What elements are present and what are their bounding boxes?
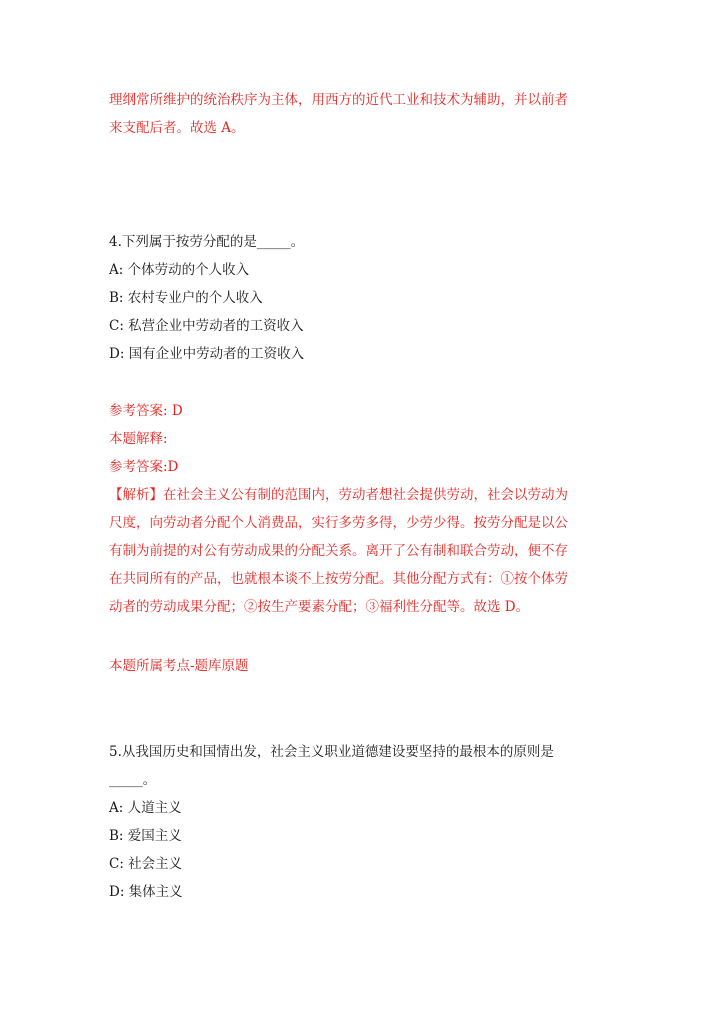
question-4-option-a: A: 个体劳动的个人收入: [109, 262, 250, 278]
explanation-line: 理纲常所维护的统治秩序为主体，用西方的近代工业和技术为辅助，并以前者: [109, 92, 568, 108]
question-5-stem-continued: _____。: [109, 772, 157, 788]
question-5-option-d: D: 集体主义: [109, 884, 183, 900]
explanation-line: 来支配后者。故选 A。: [109, 120, 245, 136]
question-5-option-a: A: 人道主义: [109, 800, 182, 816]
question-4-analysis-line: 【解析】在社会主义公有制的范围内，劳动者想社会提供劳动，社会以劳动为: [109, 487, 568, 503]
question-4-option-c: C: 私营企业中劳动者的工资收入: [109, 318, 304, 334]
question-5-option-c: C: 社会主义: [109, 856, 183, 872]
question-4-explanation-label: 本题解释:: [109, 431, 168, 447]
question-5-option-b: B: 爱国主义: [109, 828, 182, 844]
question-4-source: 本题所属考点-题库原题: [109, 658, 249, 674]
question-4-answer: 参考答案: D: [109, 403, 183, 419]
question-4-analysis-line: 在共同所有的产品，也就根本谈不上按劳分配。其他分配方式有：①按个体劳: [109, 571, 568, 587]
question-4-option-d: D: 国有企业中劳动者的工资收入: [109, 346, 305, 362]
question-4-analysis-line: 有制为前提的对公有劳动成果的分配关系。离开了公有制和联合劳动，便不存: [109, 543, 568, 559]
question-4-option-b: B: 农村专业户的个人收入: [109, 290, 263, 306]
question-4-answer-repeat: 参考答案:D: [109, 459, 179, 475]
question-5-stem: 5.从我国历史和国情出发，社会主义职业道德建设要坚持的最根本的原则是: [109, 744, 554, 760]
question-4-analysis-line: 动者的劳动成果分配；②按生产要素分配；③福利性分配等。故选 D。: [109, 599, 530, 615]
question-4-stem: 4.下列属于按劳分配的是_____。: [109, 234, 305, 250]
question-4-analysis-line: 尺度，向劳动者分配个人消费品，实行多劳多得，少劳少得。按劳分配是以公: [109, 515, 568, 531]
